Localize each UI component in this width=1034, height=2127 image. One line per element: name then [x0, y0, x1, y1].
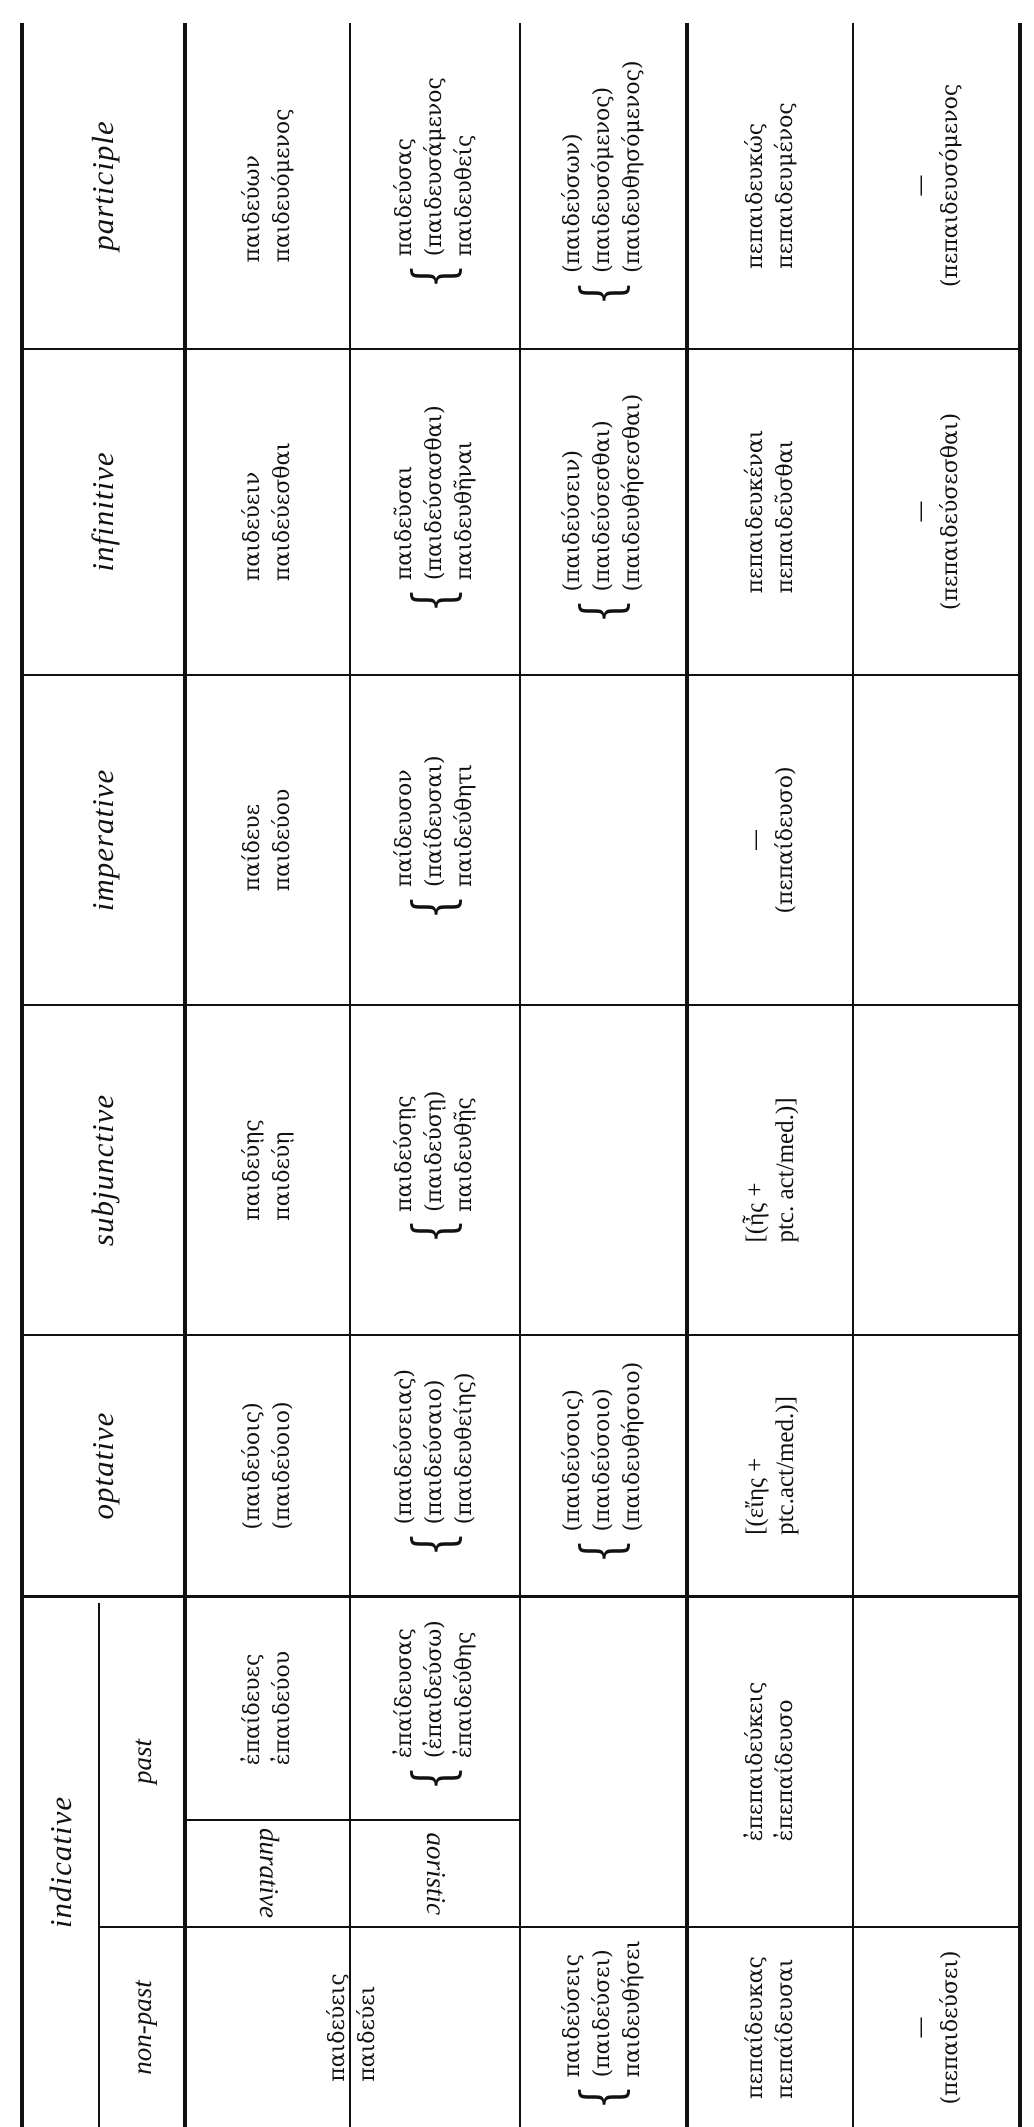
cell-r5-participle: — (πεπαιδευσόμενος [908, 83, 963, 288]
cell-r4-past: ἐπεπαιδεύκεις ἐπεπαίδευσο [742, 1681, 798, 1842]
cell-r3-optative: { (παιδεύσοις) (παιδεύσοιο) (παιδευθήσοιο) [560, 1361, 645, 1564]
cell-r1-subjunctive: παιδεύῃς παιδεύῃ [240, 1119, 295, 1221]
cell-r2-subjunctive: { παιδεύσῃς (παιδεύσῃ) παιδευθῇς [392, 1090, 477, 1245]
brace-icon: { [402, 1765, 467, 1791]
cell-r3-infinitive: { (παιδεύσειν) (παιδεύσεσθαι) (παιδευθήσεσθαι) [560, 393, 645, 624]
label-aoristic [351, 1821, 519, 1926]
header-infinitive: infinitive [85, 451, 120, 572]
cell-r3-imperative [521, 676, 685, 1004]
cell-r4-imperative: — (πεπαίδευσο) [742, 766, 798, 914]
cell-r2-optative: { (παιδεύσειας) (παιδεύσαιο) (παιδευθείης) [392, 1369, 477, 1557]
header-optative: optative [85, 1411, 120, 1520]
rule-right-border [1018, 23, 1022, 2127]
cell-r4-infinitive: πεπαιδευκέναι πεπαιδεῦσθαι [742, 429, 798, 594]
label-durative [187, 1821, 349, 1926]
cell-r2-participle: { παιδεύσας (παιδευσάμενος παιδευθείς [392, 77, 477, 289]
header-participle: participle [85, 120, 120, 251]
brace-icon: { [570, 1538, 635, 1564]
cell-r1-optative: (παιδεύοις) (παιδεύοιο) [240, 1401, 295, 1530]
brace-icon: { [402, 587, 467, 613]
cell-r5-non-past: — (πεπαιδεύσει) [908, 1950, 963, 2105]
label-durative-text: durative [253, 1828, 284, 1919]
cell-r2-imperative: { παίδευσον (παίδευσαι) παιδεύθητι [392, 755, 477, 920]
header-imperative: imperative [85, 768, 120, 912]
brace-icon: { [402, 1531, 467, 1557]
header-non-past: non-past [126, 1980, 157, 2075]
brace-icon: { [570, 280, 635, 306]
brace-icon: { [402, 263, 467, 289]
brace-icon: { [570, 598, 635, 624]
cell-r3-non-past: { παιδεύσεις (παιδεύσει) παιδευθήσει [560, 1939, 645, 2110]
brace-icon: { [570, 2084, 635, 2110]
cell-r2-past: { ἐπαίδευσας (ἐπαιδεύσω) ἐπαιδεύθης [392, 1620, 477, 1791]
brace-icon: { [402, 894, 467, 920]
label-aoristic-text: aoristic [420, 1832, 451, 1915]
cell-r5-infinitive: — (πεπαιδεύσεσθαι) [908, 412, 963, 611]
cell-r1-past: ἐπαίδευες ἐπαιδεύου [240, 1650, 295, 1766]
cell-r1-participle: παιδεύων παιδευόμενος [240, 108, 295, 263]
cell-r4-non-past: πεπαίδευκας πεπαίδευσαι [742, 1956, 798, 2099]
cell-r3-subjunctive [521, 1006, 685, 1334]
cell-r4-optative: [(εἴης + ptc.act/med.)] [741, 1396, 799, 1535]
cell-r5-optative [854, 1336, 1018, 1595]
header-past: past [126, 1739, 157, 1785]
cell-r1-imperative: παίδευε παιδεύου [240, 788, 295, 892]
cell-r5-imperative [854, 676, 1018, 1004]
cell-r5-subjunctive [854, 1006, 1018, 1334]
cell-r1-infinitive: παιδεύειν παιδεύεσθαι [240, 441, 295, 582]
cell-r3-past [521, 1597, 685, 1926]
cell-r2-infinitive: { παιδεῦσαι (παιδεύσασθαι) παιδευθῆναι [392, 405, 477, 613]
cell-r4-participle: πεπαιδευκώς πεπαιδευμένος [742, 102, 798, 269]
header-subjunctive: subjunctive [85, 1093, 120, 1247]
cell-r3-participle: { (παιδεύσων) (παιδευσόμενος) (παιδευθησόμενος) [560, 60, 645, 306]
brace-icon: { [402, 1219, 467, 1245]
cell-r4-subjunctive: [(ἦς + ptc. act/med.)] [741, 1097, 799, 1243]
header-indicative: indicative [42, 1795, 78, 1929]
cell-r1r2-non-past: παιδεύεις παιδεύει [325, 1973, 380, 2082]
cell-r5-past [854, 1597, 1018, 1926]
